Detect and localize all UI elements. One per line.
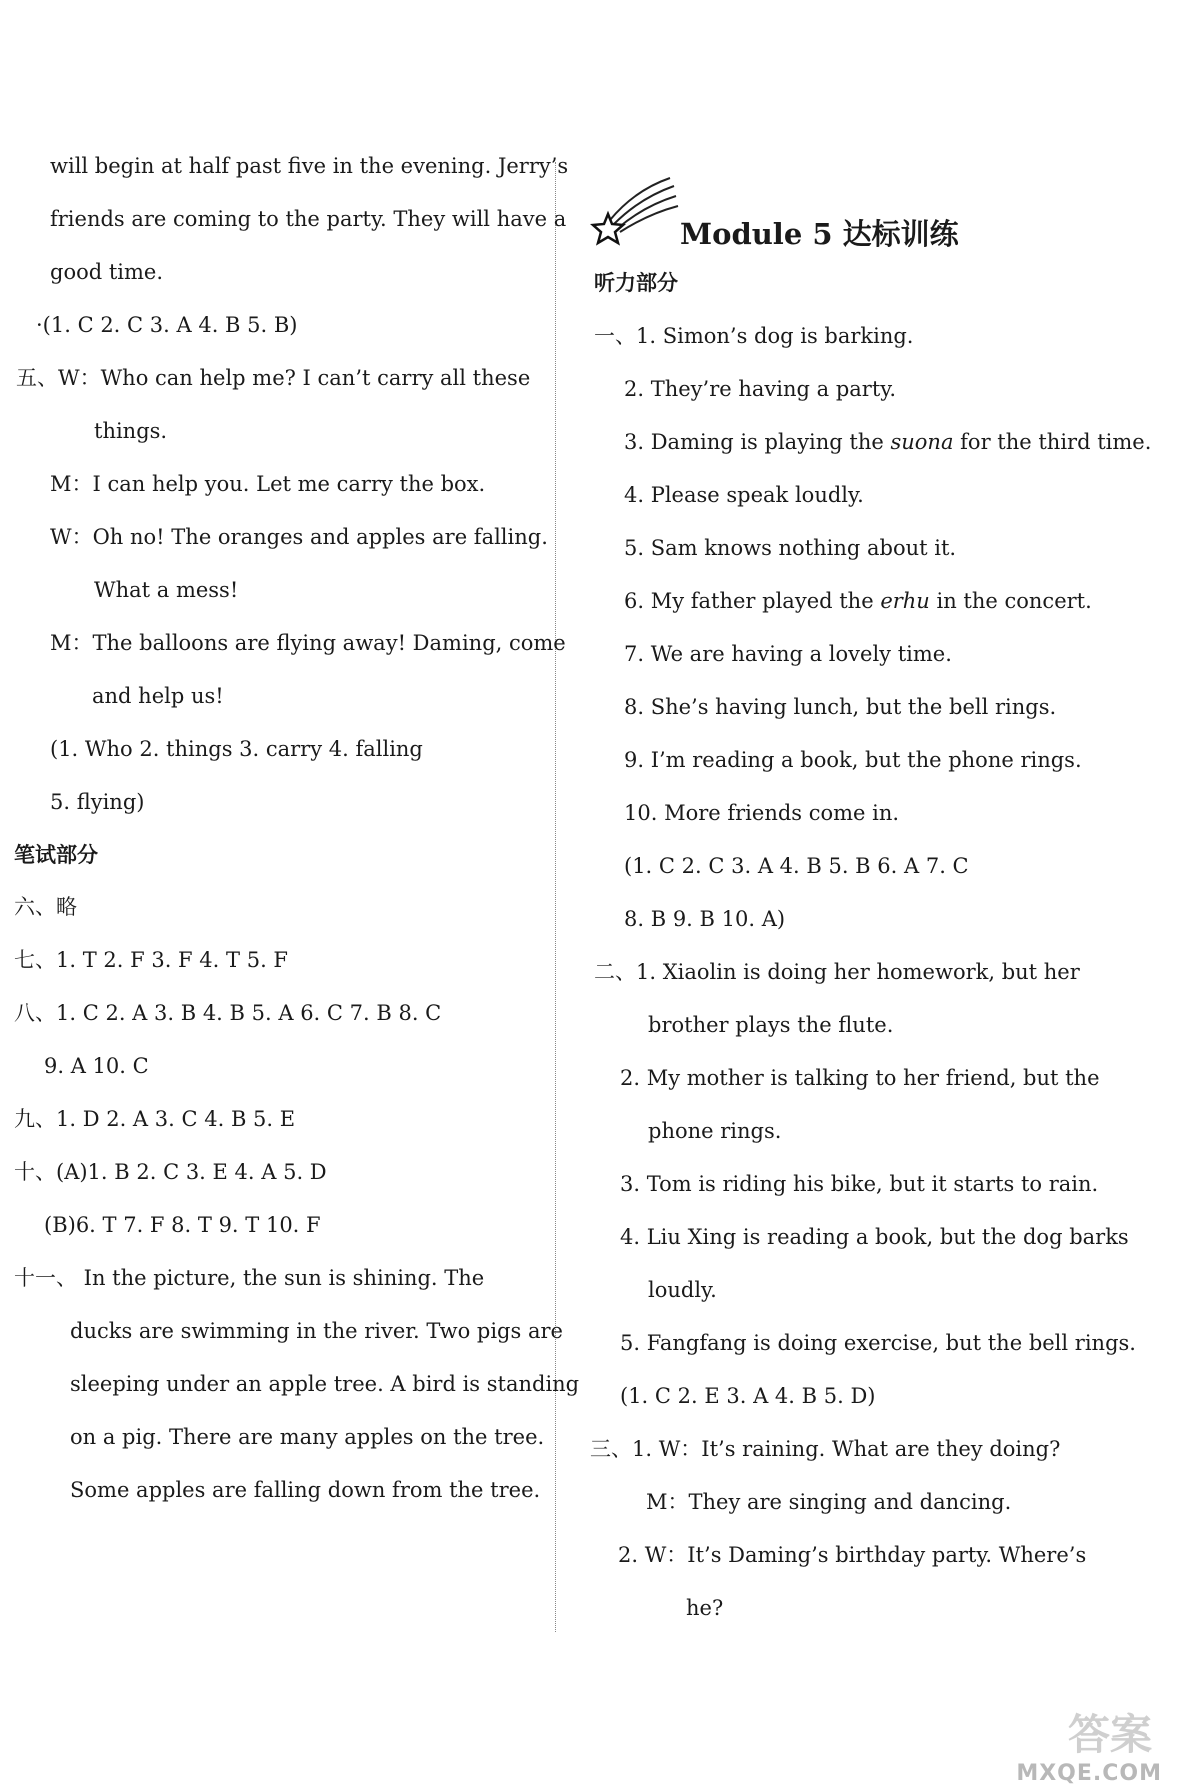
text-line: good time. xyxy=(50,260,164,284)
text-line: he? xyxy=(686,1596,724,1620)
text-line: M：They are singing and dancing. xyxy=(646,1490,1012,1514)
text-line: 十一、 In the picture, the sun is shining. The xyxy=(14,1266,485,1290)
text-line: (1. C 2. E 3. A 4. B 5. D) xyxy=(620,1384,876,1408)
text-line: What a mess! xyxy=(94,578,239,602)
text-line: 2. They’re having a party. xyxy=(624,377,897,401)
text-line: (1. Who 2. things 3. carry 4. falling xyxy=(50,737,423,761)
text-line: and help us! xyxy=(92,684,224,708)
text-line: 九、1. D 2. A 3. C 4. B 5. E xyxy=(14,1107,296,1131)
text-line: things. xyxy=(94,419,168,443)
text-line: 5. Sam knows nothing about it. xyxy=(624,536,957,560)
shooting-star-icon xyxy=(590,170,680,250)
text-line: 听力部分 xyxy=(594,270,678,295)
text-line: 6. My father played the erhu in the concert. xyxy=(624,589,1092,613)
watermark-logo: 答案 xyxy=(1067,1710,1152,1759)
text-line: friends are coming to the party. They will have a xyxy=(50,207,567,231)
text-line: 2. W：It’s Daming’s birthday party. Where’s xyxy=(618,1543,1087,1567)
text-line: 7. We are having a lovely time. xyxy=(624,642,952,666)
text-line: 六、略 xyxy=(14,895,77,919)
text-line: brother plays the flute. xyxy=(648,1013,894,1037)
text-line: 3. Tom is riding his bike, but it starts to rain. xyxy=(620,1172,1099,1196)
text-line: 二、1. Xiaolin is doing her homework, but her xyxy=(594,960,1080,984)
text-line: sleeping under an apple tree. A bird is standing xyxy=(70,1372,580,1396)
text-line: M：I can help you. Let me carry the box. xyxy=(50,472,486,496)
text-line: 5. flying) xyxy=(50,790,145,814)
text-line: (1. C 2. C 3. A 4. B 5. B 6. A 7. C xyxy=(624,854,969,878)
text-line: 10. More friends come in. xyxy=(624,801,900,825)
text-line: 3. Daming is playing the suona for the third time. xyxy=(624,430,1152,454)
text-line: 七、1. T 2. F 3. F 4. T 5. F xyxy=(14,948,288,972)
text-line: 9. A 10. C xyxy=(44,1054,149,1078)
text-line: M：The balloons are flying away! Daming, come xyxy=(50,631,566,655)
text-line: 笔试部分 xyxy=(14,842,98,867)
text-line: ducks are swimming in the river. Two pigs are xyxy=(70,1319,563,1343)
text-line: 9. I’m reading a book, but the phone rings. xyxy=(624,748,1082,772)
text-line: 十、(A)1. B 2. C 3. E 4. A 5. D xyxy=(14,1160,327,1184)
text-line: will begin at half past five in the evening. Jerry’s xyxy=(50,154,569,178)
text-line: 一、1. Simon’s dog is barking. xyxy=(594,324,914,348)
text-line: 8. B 9. B 10. A) xyxy=(624,907,786,931)
column-divider xyxy=(555,162,556,1632)
module-heading xyxy=(590,170,1050,250)
text-line: Some apples are falling down from the tree. xyxy=(70,1478,541,1502)
text-line: phone rings. xyxy=(648,1119,782,1143)
text-line: 4. Please speak loudly. xyxy=(624,483,864,507)
watermark-url: MXQE.COM xyxy=(1016,1761,1162,1786)
text-line: 4. Liu Xing is reading a book, but the dog barks xyxy=(620,1225,1129,1249)
text-line: 五、W：Who can help me? I can’t carry all these xyxy=(16,366,531,390)
module-title: Module 5 达标训练 xyxy=(680,217,959,251)
text-line: ·(1. C 2. C 3. A 4. B 5. B) xyxy=(36,313,298,337)
text-line: loudly. xyxy=(648,1278,717,1302)
text-line: W：Oh no! The oranges and apples are falling. xyxy=(50,525,548,549)
text-line: 2. My mother is talking to her friend, but the xyxy=(620,1066,1100,1090)
text-line: 8. She’s having lunch, but the bell rings. xyxy=(624,695,1057,719)
text-line: 三、1. W：It’s raining. What are they doing? xyxy=(590,1437,1061,1461)
text-line: 5. Fangfang is doing exercise, but the bell rings. xyxy=(620,1331,1136,1355)
text-line: on a pig. There are many apples on the tree. xyxy=(70,1425,545,1449)
text-line: 八、1. C 2. A 3. B 4. B 5. A 6. C 7. B 8. C xyxy=(14,1001,442,1025)
text-line: (B)6. T 7. F 8. T 9. T 10. F xyxy=(44,1213,321,1237)
